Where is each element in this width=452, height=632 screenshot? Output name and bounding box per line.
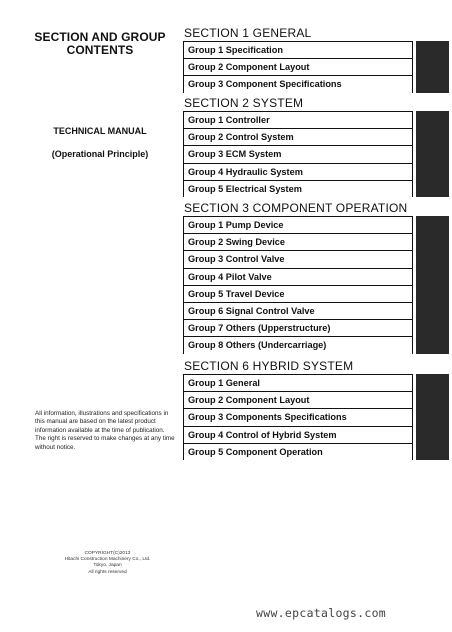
section-tab xyxy=(416,374,449,460)
manual-subtitle: (Operational Principle) xyxy=(51,149,149,159)
manual-title: TECHNICAL MANUAL xyxy=(53,126,147,136)
page-title xyxy=(20,31,180,57)
section-2 xyxy=(183,95,447,197)
group-link[interactable]: Group 3 Components Specifications xyxy=(183,408,413,425)
page-title-line-2: CONTENTS xyxy=(66,43,134,57)
group-link[interactable]: Group 4 Pilot Valve xyxy=(183,268,413,285)
watermark-text: www.epcatalogs.com xyxy=(256,606,387,620)
section-6 xyxy=(183,358,447,460)
group-link[interactable]: Group 1 Pump Device xyxy=(183,216,413,233)
copyright-line: Tokyo, Japan xyxy=(93,563,122,569)
group-link[interactable]: Group 2 Component Layout xyxy=(183,391,413,408)
section-title: SECTION 2 SYSTEM xyxy=(184,96,304,110)
group-list xyxy=(183,216,447,354)
group-list xyxy=(183,374,447,460)
copyright-line: Hitachi Construction Machinery Co., Ltd. xyxy=(64,557,151,563)
group-link[interactable]: Group 5 Electrical System xyxy=(183,180,413,197)
group-link[interactable]: Group 3 Component Specifications xyxy=(183,75,413,92)
group-link[interactable]: Group 2 Control System xyxy=(183,128,413,145)
group-link[interactable]: Group 1 Specification xyxy=(183,41,413,58)
copyright-block xyxy=(40,551,175,576)
group-link[interactable]: Group 3 Control Valve xyxy=(183,250,413,267)
group-link[interactable]: Group 1 Controller xyxy=(183,111,413,128)
group-link[interactable]: Group 2 Component Layout xyxy=(183,58,413,75)
group-list xyxy=(183,41,447,93)
group-link[interactable]: Group 3 ECM System xyxy=(183,145,413,162)
section-3 xyxy=(183,200,447,354)
page-title-line-1: SECTION AND GROUP xyxy=(34,30,166,44)
section-tab xyxy=(416,111,449,197)
left-column xyxy=(0,0,182,632)
group-link[interactable]: Group 5 Travel Device xyxy=(183,285,413,302)
section-tab xyxy=(416,41,449,93)
group-link[interactable]: Group 4 Hydraulic System xyxy=(183,163,413,180)
group-link[interactable]: Group 4 Control of Hybrid System xyxy=(183,426,413,443)
group-link[interactable]: Group 5 Component Operation xyxy=(183,443,413,460)
section-title: SECTION 3 COMPONENT OPERATION xyxy=(184,201,408,215)
group-link[interactable]: Group 6 Signal Control Valve xyxy=(183,302,413,319)
section-1 xyxy=(183,25,447,93)
group-list xyxy=(183,111,447,197)
disclaimer-text: All information, illustrations and specifications in this manual are based on the latest product information available at the time of publication. The right is reserved to make changes at any time without notice. xyxy=(35,410,175,451)
group-link[interactable]: Group 1 General xyxy=(183,374,413,391)
group-link[interactable]: Group 8 Others (Undercarriage) xyxy=(183,336,413,353)
copyright-line: COPYRIGHT(C)2013 xyxy=(84,551,131,556)
group-link[interactable]: Group 7 Others (Upperstructure) xyxy=(183,319,413,336)
group-link[interactable]: Group 2 Swing Device xyxy=(183,233,413,250)
section-tab xyxy=(416,216,449,354)
section-title: SECTION 6 HYBRID SYSTEM xyxy=(184,359,354,373)
copyright-line: All rights reserved xyxy=(88,569,127,575)
section-title: SECTION 1 GENERAL xyxy=(184,26,312,40)
